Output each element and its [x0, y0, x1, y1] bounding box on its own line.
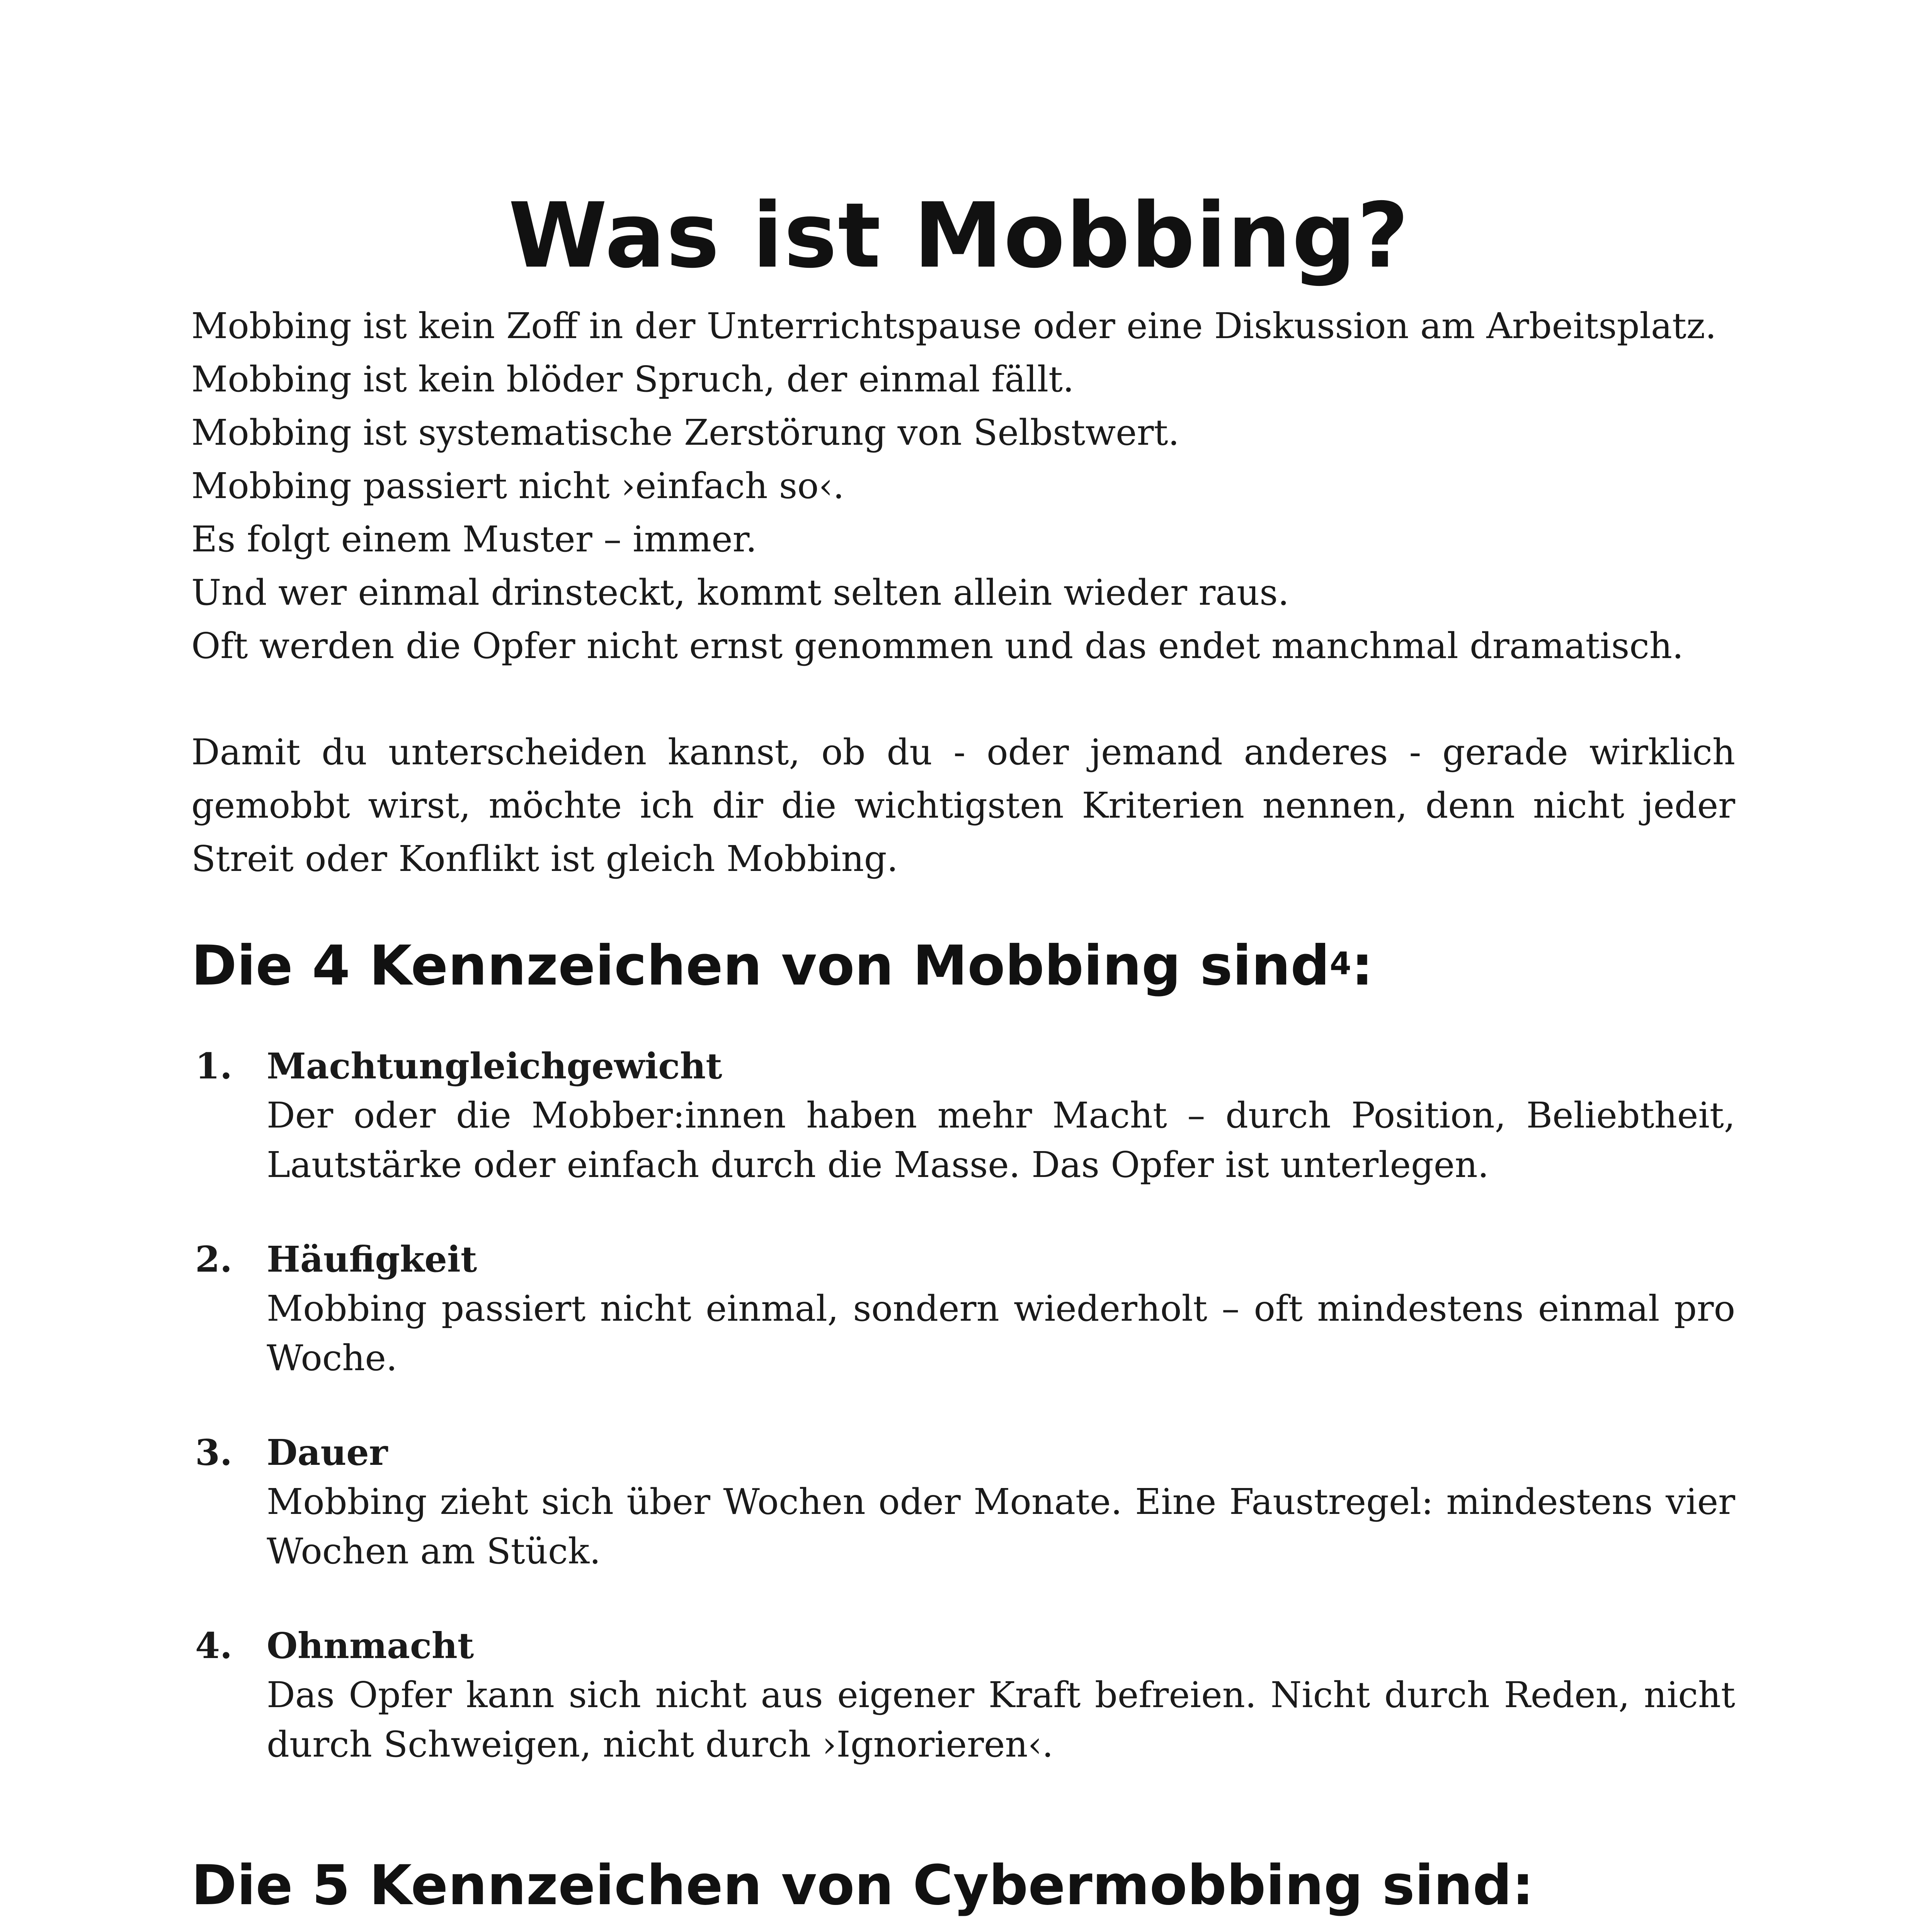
- heading-suffix: :: [1351, 934, 1373, 998]
- list-item-number: 4.: [195, 1625, 233, 1667]
- page-title: Was ist Mobbing?: [508, 184, 1410, 288]
- list-item-description: Das Opfer kann sich nicht aus eigener Kraft befreien. Nicht durch Reden, nicht durch Schweigen, nicht durch ›Ignorieren‹.: [267, 1674, 1735, 1765]
- intro-line: Und wer einmal drinsteckt, kommt selten allein wieder raus.: [191, 572, 1289, 613]
- list-item-label: Machtungleichgewicht: [267, 1045, 722, 1087]
- intro-line: Mobbing ist kein blöder Spruch, der einmal fällt.: [191, 359, 1074, 400]
- intro-line: Oft werden die Opfer nicht ernst genommen und das endet manchmal dramatisch.: [191, 625, 1684, 667]
- list-item-label: Häufigkeit: [267, 1238, 477, 1280]
- section-heading-text: Die 4 Kennzeichen von Mobbing sind: [191, 934, 1330, 998]
- list-item-number: 1.: [195, 1045, 233, 1087]
- intro-line: Es folgt einem Muster – immer.: [191, 519, 757, 560]
- criteria-paragraph: Damit du unterscheiden kannst, ob du - oder jemand anderes - gerade wirklich gemobbt wirst, möchte ich dir die wichtigsten Kriterien nennen, denn nicht jeder Streit oder Konflikt ist gleich Mobbing.: [191, 731, 1735, 879]
- section-heading-cybermobbing: Die 5 Kennzeichen von Cybermobbing sind:: [191, 1854, 1534, 1917]
- list-item-number: 3.: [195, 1432, 233, 1473]
- section-heading-mobbing: [191, 931, 1737, 1001]
- intro-line: Mobbing ist kein Zoff in der Unterrichtspause oder eine Diskussion am Arbeitsplatz.: [191, 305, 1717, 347]
- list-item-label: Dauer: [267, 1432, 388, 1473]
- list-item-label: Ohnmacht: [267, 1625, 474, 1667]
- footnote-marker: 4: [1329, 946, 1351, 981]
- intro-line: Mobbing ist systematische Zerstörung von Selbstwert.: [191, 412, 1179, 453]
- intro-line: Mobbing passiert nicht ›einfach so‹.: [191, 465, 844, 507]
- list-item-description: Mobbing passiert nicht einmal, sondern wiederholt – oft mindestens einmal pro Woche.: [267, 1288, 1735, 1379]
- intro-lines: [191, 299, 1737, 673]
- list-item-description: Mobbing zieht sich über Wochen oder Monate. Eine Faustregel: mindestens vier Wochen am Stück.: [267, 1481, 1735, 1572]
- list-item-description: Der oder die Mobber:innen haben mehr Macht – durch Position, Beliebtheit, Lautstärke oder einfach durch die Masse. Das Opfer ist unterlegen.: [267, 1095, 1735, 1185]
- list-item-number: 2.: [195, 1238, 233, 1280]
